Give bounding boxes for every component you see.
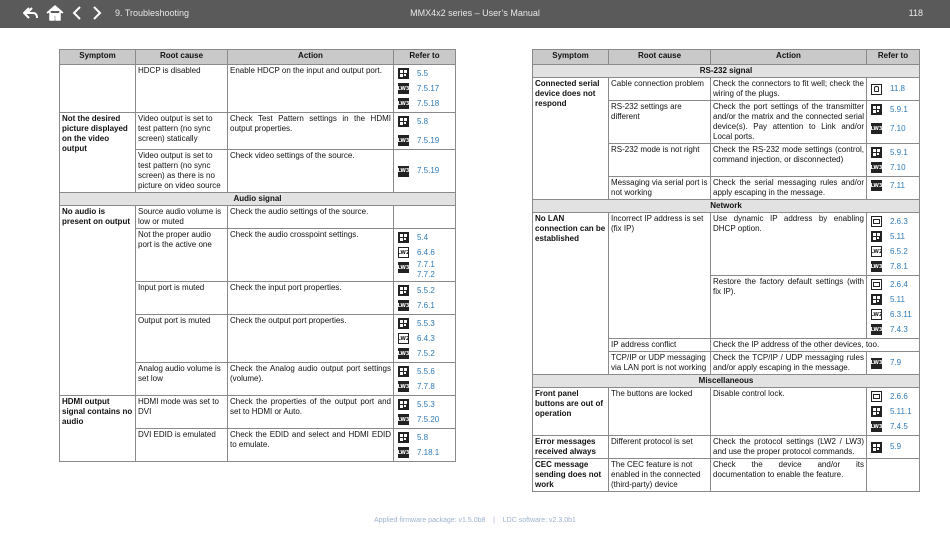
- refer-to-cell: [394, 282, 456, 315]
- section-row: [60, 193, 456, 206]
- lw2-protocol-icon: LW2: [398, 333, 409, 344]
- refer-to-cell: [394, 65, 456, 113]
- symptom-cell: CEC message sending does not work: [533, 459, 609, 492]
- lw2-protocol-icon: LW2: [871, 309, 882, 320]
- lw3-protocol-icon: LW3: [871, 162, 882, 173]
- document-title: MMX4x2 series – User’s Manual: [410, 8, 540, 18]
- reference-link[interactable]: 7.6.1: [417, 300, 435, 310]
- web-lan-icon: [871, 216, 882, 227]
- table-row: [533, 436, 920, 459]
- lw3-protocol-icon: LW3: [871, 421, 882, 432]
- refer-to-cell: [394, 206, 456, 229]
- reference-link[interactable]: 6.5.2: [890, 246, 908, 256]
- action-header: Action: [228, 50, 394, 65]
- reference[interactable]: [871, 356, 918, 371]
- lw3-protocol-icon: LW3: [871, 180, 882, 191]
- section-title: RS-232 signal: [533, 65, 920, 78]
- table-row: [60, 206, 456, 229]
- section-row: [533, 200, 920, 213]
- refer-to-cell: [394, 396, 456, 429]
- reference-link[interactable]: 5.9: [890, 442, 902, 451]
- lightware-device-controller-icon: [871, 147, 882, 158]
- root-cause-cell: DVI EDID is emulated: [136, 429, 228, 462]
- reference-link[interactable]: 5.8: [417, 116, 429, 126]
- refer-to-cell: [867, 388, 920, 436]
- refer-to-header: Refer to: [867, 50, 920, 65]
- root-cause-header: Root cause: [136, 50, 228, 65]
- reference[interactable]: [871, 419, 918, 434]
- refer-to-cell: [394, 113, 456, 150]
- reference-link[interactable]: 5.11: [890, 294, 905, 304]
- reference[interactable]: [398, 245, 454, 260]
- web-lan-icon: [871, 391, 882, 402]
- lw3-protocol-icon: LW3: [871, 123, 882, 134]
- lightware-device-controller-icon: [398, 116, 409, 127]
- lightware-device-controller-icon: [398, 399, 409, 410]
- reference[interactable]: [398, 346, 454, 361]
- reference-link[interactable]: 5.11.1: [890, 406, 912, 416]
- lw3-protocol-icon: LW3: [398, 83, 409, 94]
- lw2-protocol-icon: LW2: [398, 247, 409, 258]
- lightware-device-controller-icon: [871, 442, 882, 453]
- symptom-cell: Not the desired picture displayed on the video output: [60, 113, 136, 193]
- action-header: Action: [711, 50, 867, 65]
- root-cause-cell: Video output is set to test pattern (no sync screen) statically: [136, 113, 228, 150]
- reference[interactable]: [398, 133, 454, 148]
- action-cell: Use dynamic IP address by enabling DHCP option.: [711, 213, 867, 276]
- web-lan-icon: [871, 279, 882, 290]
- reference[interactable]: [398, 316, 454, 331]
- action-cell: Check the serial messaging rules and/or apply escaping in the message.: [711, 177, 867, 200]
- root-cause-header: Root cause: [609, 50, 711, 65]
- root-cause-cell: TCP/IP or UDP messaging via LAN port is not working: [609, 352, 711, 375]
- action-cell: Check the input port properties.: [228, 282, 394, 315]
- reference[interactable]: [398, 364, 454, 379]
- action-cell: Check the Analog audio output port settings (volume).: [228, 363, 394, 396]
- reference-link[interactable]: 6.4.6: [417, 247, 435, 257]
- root-cause-cell: Incorrect IP address is set (fix IP): [609, 213, 711, 339]
- root-cause-cell: The buttons are locked: [609, 388, 711, 436]
- reference[interactable]: [871, 160, 918, 175]
- action-cell: Check the RS-232 mode settings (control, command injection, or disconnected): [711, 144, 867, 177]
- reference-link[interactable]: 7.5.2: [417, 348, 435, 358]
- action-cell: Check the output port properties.: [228, 315, 394, 363]
- action-cell: Check the device and/or its documentation to enable the feature.: [711, 459, 867, 492]
- action-cell: Check the connectors to fit well; check the wiring of the plugs.: [711, 78, 867, 101]
- action-cell: Check Test Pattern settings in the HDMI output properties.: [228, 113, 394, 150]
- refer-to-cell: [394, 363, 456, 396]
- refer-to-cell: [394, 150, 456, 193]
- reference-link[interactable]: 7.7.8: [417, 381, 435, 391]
- symptom-cell: HDMI output signal contains no audio: [60, 396, 136, 462]
- root-cause-cell: Output port is muted: [136, 315, 228, 363]
- lw3-protocol-icon: LW3: [398, 135, 409, 146]
- reference[interactable]: [871, 121, 918, 136]
- root-cause-cell: RS-232 mode is not right: [609, 144, 711, 177]
- symptom-cell: No audio is present on output: [60, 206, 136, 396]
- reference[interactable]: [398, 81, 454, 96]
- action-cell: Check the audio crosspoint settings.: [228, 229, 394, 282]
- root-cause-cell: IP address conflict: [609, 339, 711, 352]
- reference-link[interactable]: 7.5.20: [417, 414, 440, 424]
- refer-to-cell: [867, 213, 920, 276]
- reference[interactable]: [871, 178, 918, 193]
- symptom-cell: No LAN connection can be established: [533, 213, 609, 375]
- reference-link[interactable]: 5.5.3: [417, 318, 435, 328]
- reference[interactable]: [871, 214, 918, 229]
- reference-link[interactable]: 7.18.1: [417, 447, 440, 457]
- section-title: Audio signal: [60, 193, 456, 206]
- reference-link[interactable]: 7.10: [890, 162, 906, 172]
- reference-link[interactable]: 2.6.3: [890, 216, 908, 226]
- reference[interactable]: [398, 96, 454, 111]
- reference[interactable]: [398, 298, 454, 313]
- reference-link[interactable]: 7.7.2: [417, 270, 435, 279]
- reference-link[interactable]: 7.5.19: [417, 166, 440, 175]
- reference[interactable]: [398, 260, 454, 280]
- section-title: Miscellaneous: [533, 375, 920, 388]
- lightware-device-controller-icon: [871, 104, 882, 115]
- reference-link[interactable]: 7.8.1: [890, 261, 908, 271]
- reference[interactable]: [398, 230, 454, 245]
- reference[interactable]: [398, 397, 454, 412]
- action-cell: Check video settings of the source.: [228, 150, 394, 193]
- lightware-device-controller-icon: [398, 366, 409, 377]
- lightware-device-controller-icon: [398, 432, 409, 443]
- action-cell: Restore the factory default settings (with fix IP).: [711, 276, 867, 339]
- reference[interactable]: [398, 445, 454, 460]
- root-cause-cell: Analog audio volume is set low: [136, 363, 228, 396]
- action-cell: Check the port settings of the transmitter and/or the matrix and the connected serial device(s). Pay attention to Link and/or Local ports.: [711, 101, 867, 144]
- refer-to-cell: [867, 78, 920, 101]
- refer-to-cell: [867, 276, 920, 339]
- refer-to-cell: [867, 144, 920, 177]
- refer-to-cell: [394, 315, 456, 363]
- reference[interactable]: [398, 331, 454, 346]
- table-row: [60, 65, 456, 113]
- troubleshooting-table-right: [532, 49, 920, 492]
- reference[interactable]: [871, 82, 918, 97]
- reference[interactable]: [871, 307, 918, 322]
- lw3-protocol-icon: LW3: [398, 414, 409, 425]
- reference-link[interactable]: 7.9: [890, 358, 902, 367]
- troubleshooting-table-left: [59, 49, 456, 462]
- lw3-protocol-icon: LW3: [871, 324, 882, 335]
- lightware-device-controller-icon: [398, 318, 409, 329]
- root-cause-cell: The CEC feature is not enabled in the connected (third-party) device: [609, 459, 711, 492]
- reference[interactable]: [871, 292, 918, 307]
- refer-to-header: Refer to: [394, 50, 456, 65]
- action-cell: Check the protocol settings (LW2 / LW3) and use the proper protocol commands.: [711, 436, 867, 459]
- lw3-protocol-icon: LW3: [398, 348, 409, 359]
- root-cause-cell: HDMI mode was set to DVI: [136, 396, 228, 429]
- reference-link[interactable]: 6.4.3: [417, 333, 435, 343]
- reference-link[interactable]: 5.4: [417, 232, 429, 242]
- reference-link[interactable]: 5.8: [417, 432, 429, 442]
- lightware-device-controller-icon: [398, 232, 409, 243]
- table-row: [60, 396, 456, 429]
- reference-link[interactable]: 7.5.17: [417, 83, 440, 93]
- reference-link[interactable]: 2.6.4: [890, 279, 908, 289]
- reference-link[interactable]: 7.4.5: [890, 421, 908, 431]
- table-row: [533, 78, 920, 101]
- page-number: 118: [908, 8, 923, 18]
- section-row: [533, 65, 920, 78]
- action-cell: Enable HDCP on the input and output port.: [228, 65, 394, 113]
- reference[interactable]: [398, 66, 454, 81]
- reference-link[interactable]: 7.11: [890, 180, 905, 190]
- reference[interactable]: [871, 229, 918, 244]
- reference-link[interactable]: 5.5.2: [417, 285, 435, 295]
- lw3-protocol-icon: LW3: [398, 166, 409, 177]
- reference[interactable]: [871, 102, 918, 117]
- reference[interactable]: [871, 404, 918, 419]
- lightware-device-controller-icon: [871, 294, 882, 305]
- reference-link[interactable]: 7.5.19: [417, 135, 440, 145]
- reference-link[interactable]: 5.9.1: [890, 147, 908, 157]
- root-cause-cell: Different protocol is set: [609, 436, 711, 459]
- reference[interactable]: [398, 430, 454, 445]
- reference-link[interactable]: 7.7.1: [417, 260, 435, 269]
- root-cause-cell: Source audio volume is low or muted: [136, 206, 228, 229]
- root-cause-cell: Messaging via serial port is not working: [609, 177, 711, 200]
- reference[interactable]: [871, 259, 918, 274]
- refer-to-cell: [867, 436, 920, 459]
- refer-to-cell: [867, 177, 920, 200]
- root-cause-cell: Input port is muted: [136, 282, 228, 315]
- root-cause-cell: Cable connection problem: [609, 78, 711, 101]
- symptom-cell: Error messages received always: [533, 436, 609, 459]
- action-cell: Check the properties of the output port and set to HDMI or Auto.: [228, 396, 394, 429]
- reference-link[interactable]: 5.9.1: [890, 104, 908, 114]
- reference[interactable]: [871, 322, 918, 337]
- lw3-protocol-icon: LW3: [871, 261, 882, 272]
- reference[interactable]: [871, 145, 918, 160]
- reference-link[interactable]: 5.5.3: [417, 399, 435, 409]
- reference-link[interactable]: 11.8: [890, 84, 905, 93]
- reference-link[interactable]: 5.11: [890, 231, 905, 241]
- chapter-title: 9. Troubleshooting: [115, 8, 190, 18]
- reference[interactable]: [398, 114, 454, 129]
- reference-link[interactable]: 2.6.6: [890, 391, 908, 401]
- lw3-protocol-icon: LW3: [398, 381, 409, 392]
- reference-link[interactable]: 5.5: [417, 68, 429, 78]
- refer-to-cell: [867, 459, 920, 492]
- reference[interactable]: [398, 412, 454, 427]
- lw3-protocol-icon: LW3: [398, 98, 409, 109]
- table-row: [533, 388, 920, 436]
- action-cell: Check the audio settings of the source.: [228, 206, 394, 229]
- table-row: [60, 113, 456, 150]
- table-row: [533, 459, 920, 492]
- section-title: Network: [533, 200, 920, 213]
- lightware-device-controller-icon: [398, 68, 409, 79]
- symptom-cell: [60, 65, 136, 113]
- refer-to-cell: [867, 352, 920, 375]
- lightware-device-controller-icon: [871, 406, 882, 417]
- action-cell: Disable control lock.: [711, 388, 867, 436]
- footer-firmware-info: Applied firmware package: v1.5.0b8 | LDC software: v2.3.0b1: [374, 517, 576, 524]
- lw2-protocol-icon: LW2: [871, 246, 882, 257]
- lw3-protocol-icon: LW3: [871, 358, 882, 369]
- reference-link[interactable]: 7.4.3: [890, 324, 908, 334]
- top-navigation-bar: [0, 0, 950, 28]
- root-cause-cell: RS-232 settings are different: [609, 101, 711, 144]
- reference[interactable]: [398, 164, 454, 179]
- reference[interactable]: [871, 277, 918, 292]
- action-cell: Check the IP address of the other devices, too.: [711, 339, 920, 352]
- hardware-icon: [871, 84, 882, 95]
- lightware-device-controller-icon: [871, 231, 882, 242]
- lw3-protocol-icon: LW3: [398, 262, 409, 273]
- reference-link[interactable]: 7.10: [890, 123, 906, 133]
- lw3-protocol-icon: LW3: [398, 447, 409, 458]
- reference-link[interactable]: 5.5.6: [417, 366, 435, 376]
- table-row: [533, 213, 920, 276]
- symptom-header: Symptom: [533, 50, 609, 65]
- lightware-device-controller-icon: [398, 285, 409, 296]
- action-cell: Check the TCP/IP / UDP messaging rules and/or apply escaping in the message.: [711, 352, 867, 375]
- refer-to-cell: [867, 101, 920, 144]
- root-cause-cell: HDCP is disabled: [136, 65, 228, 113]
- symptom-cell: Front panel buttons are out of operation: [533, 388, 609, 436]
- action-cell: Check the EDID and select and HDMI EDID to emulate.: [228, 429, 394, 462]
- root-cause-cell: Video output is set to test pattern (no sync screen) as there is no picture on video source: [136, 150, 228, 193]
- reference[interactable]: [398, 379, 454, 394]
- refer-to-cell: [394, 229, 456, 282]
- symptom-cell: Connected serial device does not respond: [533, 78, 609, 200]
- reference[interactable]: [398, 283, 454, 298]
- section-row: [533, 375, 920, 388]
- reference-link[interactable]: 7.5.18: [417, 98, 440, 108]
- reference[interactable]: [871, 244, 918, 259]
- lw3-protocol-icon: LW3: [398, 300, 409, 311]
- symptom-header: Symptom: [60, 50, 136, 65]
- refer-to-cell: [394, 429, 456, 462]
- reference[interactable]: [871, 440, 918, 455]
- root-cause-cell: Not the proper audio port is the active one: [136, 229, 228, 282]
- reference-link[interactable]: 6.3.11: [890, 309, 912, 319]
- reference[interactable]: [871, 389, 918, 404]
